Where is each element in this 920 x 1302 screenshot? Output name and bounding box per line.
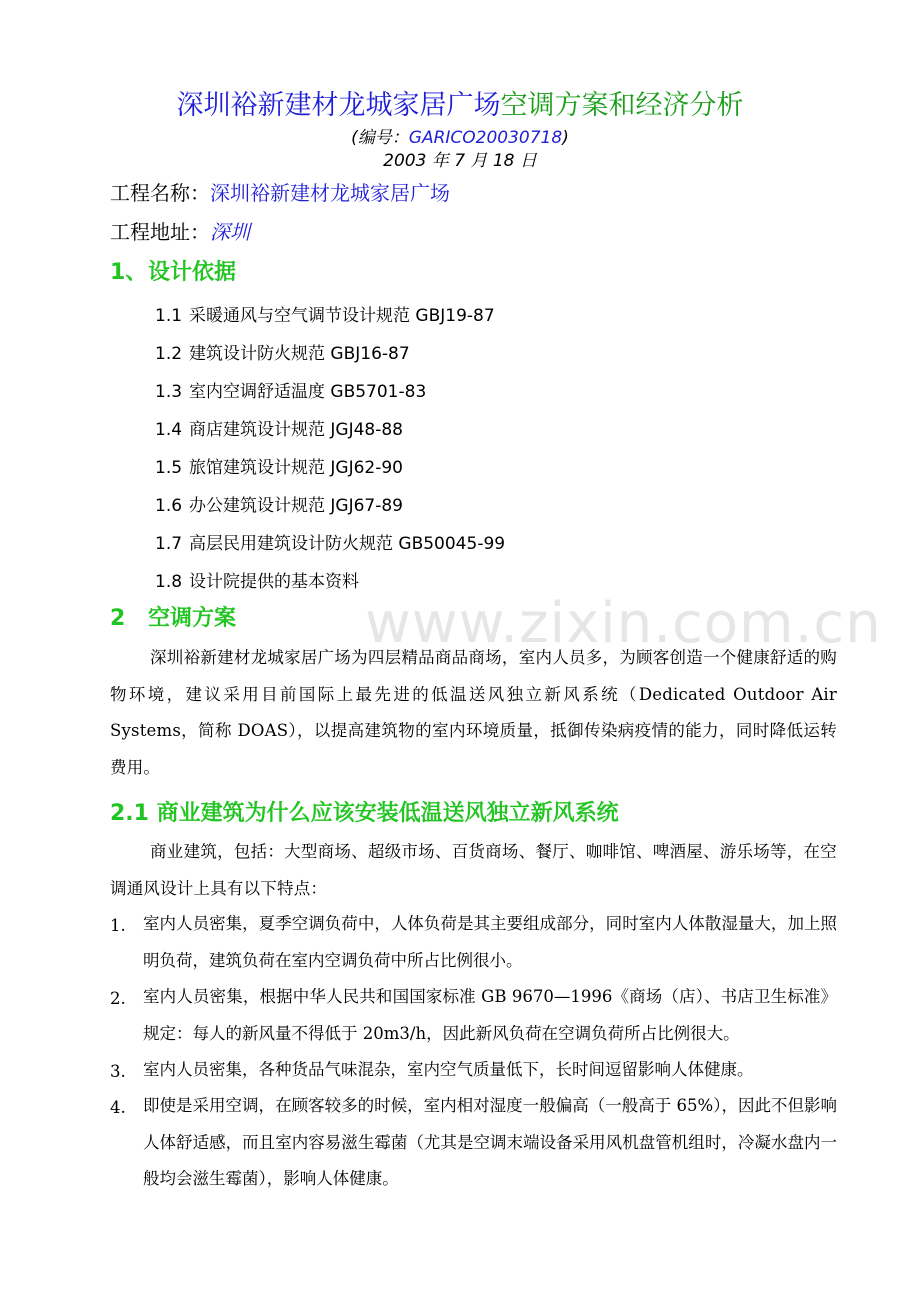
reference-item (155, 532, 505, 556)
reference-text: 采暖通风与空气调节设计规范 GBJ19-87 (189, 306, 495, 326)
section-1-heading (110, 257, 236, 289)
doc-number-value: GARICO20030718 (408, 128, 563, 148)
reference-text: 高层民用建筑设计防火规范 GB50045-99 (189, 534, 506, 554)
reference-item (155, 456, 403, 480)
project-address-row (110, 217, 250, 247)
reference-item (155, 494, 403, 518)
reference-number: 1.2 (155, 344, 183, 364)
reference-number: 1.6 (155, 496, 183, 516)
section-1-title: 设计依据 (148, 260, 237, 285)
project-address-label: 工程地址： (110, 220, 210, 244)
section-2-number: 2 (110, 606, 126, 631)
list-item (110, 979, 837, 1052)
section-2-1-intro-text: 商业建筑，包括：大型商场、超级市场、百货商场、餐厅、咖啡馆、啤酒屋、游乐场等，在空调通风设计上具有以下特点： (110, 842, 837, 898)
section-2-paragraph (110, 640, 837, 786)
document-number (0, 126, 920, 150)
reference-text: 旅馆建筑设计规范 JGJ62-90 (189, 458, 404, 478)
reference-number: 1.7 (155, 534, 183, 554)
title-part-project: 深圳裕新建材龙城家居广场 (176, 90, 501, 121)
project-name-label: 工程名称： (110, 181, 210, 205)
reference-number: 1.1 (155, 306, 183, 326)
list-item (110, 1088, 837, 1198)
section-2-heading (110, 603, 236, 635)
reference-text: 室内空调舒适温度 GB5701-83 (189, 382, 427, 402)
reference-number: 1.3 (155, 382, 183, 402)
reference-item (155, 418, 403, 442)
reference-item (155, 570, 359, 594)
project-name-value: 深圳裕新建材龙城家居广场 (210, 181, 450, 205)
doc-number-close: ) (562, 128, 569, 148)
section-2-title: 空调方案 (148, 606, 237, 631)
list-item-text: 室内人员密集，夏季空调负荷中，人体负荷是其主要组成部分，同时室内人体散湿量大，加上照明负荷，建筑负荷在室内空调负荷中所占比例很小。 (143, 914, 837, 970)
reference-number: 1.4 (155, 420, 183, 440)
reference-number: 1.5 (155, 458, 183, 478)
list-item-number: 2. (110, 989, 126, 1008)
list-item-number: 3. (110, 1062, 126, 1081)
reference-text: 商店建筑设计规范 JGJ48-88 (189, 420, 404, 440)
list-item-text: 即使是采用空调，在顾客较多的时候，室内相对湿度一般偏高（一般高于 65%），因此不但影响人体舒适感，而且室内容易滋生霉菌（尤其是空调末端设备采用风机盘管机组时，冷凝水盘内一般均会滋生霉菌），影响人体健康。 (143, 1096, 837, 1188)
section-2-1-heading: 2.1 商业建筑为什么应该安装低温送风独立新风系统 (110, 801, 619, 826)
list-item-text: 室内人员密集，根据中华人民共和国国家标准 GB 9670—1996《商场（店）、书店卫生标准》规定：每人的新风量不得低于 20m3/h，因此新风负荷在空调负荷所占比例很大。 (143, 987, 837, 1043)
watermark: www.zixin.com.cn (365, 591, 882, 656)
reference-text: 设计院提供的基本资料 (189, 572, 359, 592)
reference-item (155, 342, 410, 366)
list-item (110, 1052, 837, 1089)
reference-item (155, 304, 495, 328)
list-item-text: 室内人员密集，各种货品气味混杂，室内空气质量低下，长时间逗留影响人体健康。 (143, 1060, 754, 1079)
doc-number-label: (编号： (351, 128, 409, 148)
document-title (0, 88, 920, 124)
document-date: 2003 年 7 月 18 日 (383, 151, 537, 171)
project-name-row (110, 178, 450, 208)
reference-text: 办公建筑设计规范 JGJ67-89 (189, 496, 404, 516)
title-part-subject: 空调方案和经济分析 (500, 90, 744, 121)
reference-item (155, 380, 426, 404)
list-item-number: 1. (110, 916, 126, 935)
list-item-number: 4. (110, 1098, 126, 1117)
section-1-number: 1、 (110, 260, 148, 285)
reference-text: 建筑设计防火规范 GBJ16-87 (189, 344, 410, 364)
reference-number: 1.8 (155, 572, 183, 592)
list-item (110, 906, 837, 979)
section-2-1-intro (110, 834, 837, 907)
section-2-paragraph-text: 深圳裕新建材龙城家居广场为四层精品商品商场，室内人员多，为顾客创造一个健康舒适的购物环境，建议采用目前国际上最先进的低温送风独立新风系统（Dedicated Outdoor Air Systems，简称 DOAS），以提高建筑物的室内环境质量，抵御传染病疫情的能力，同时降低运转费用。 (110, 648, 837, 777)
project-address-value: 深圳 (210, 220, 250, 244)
